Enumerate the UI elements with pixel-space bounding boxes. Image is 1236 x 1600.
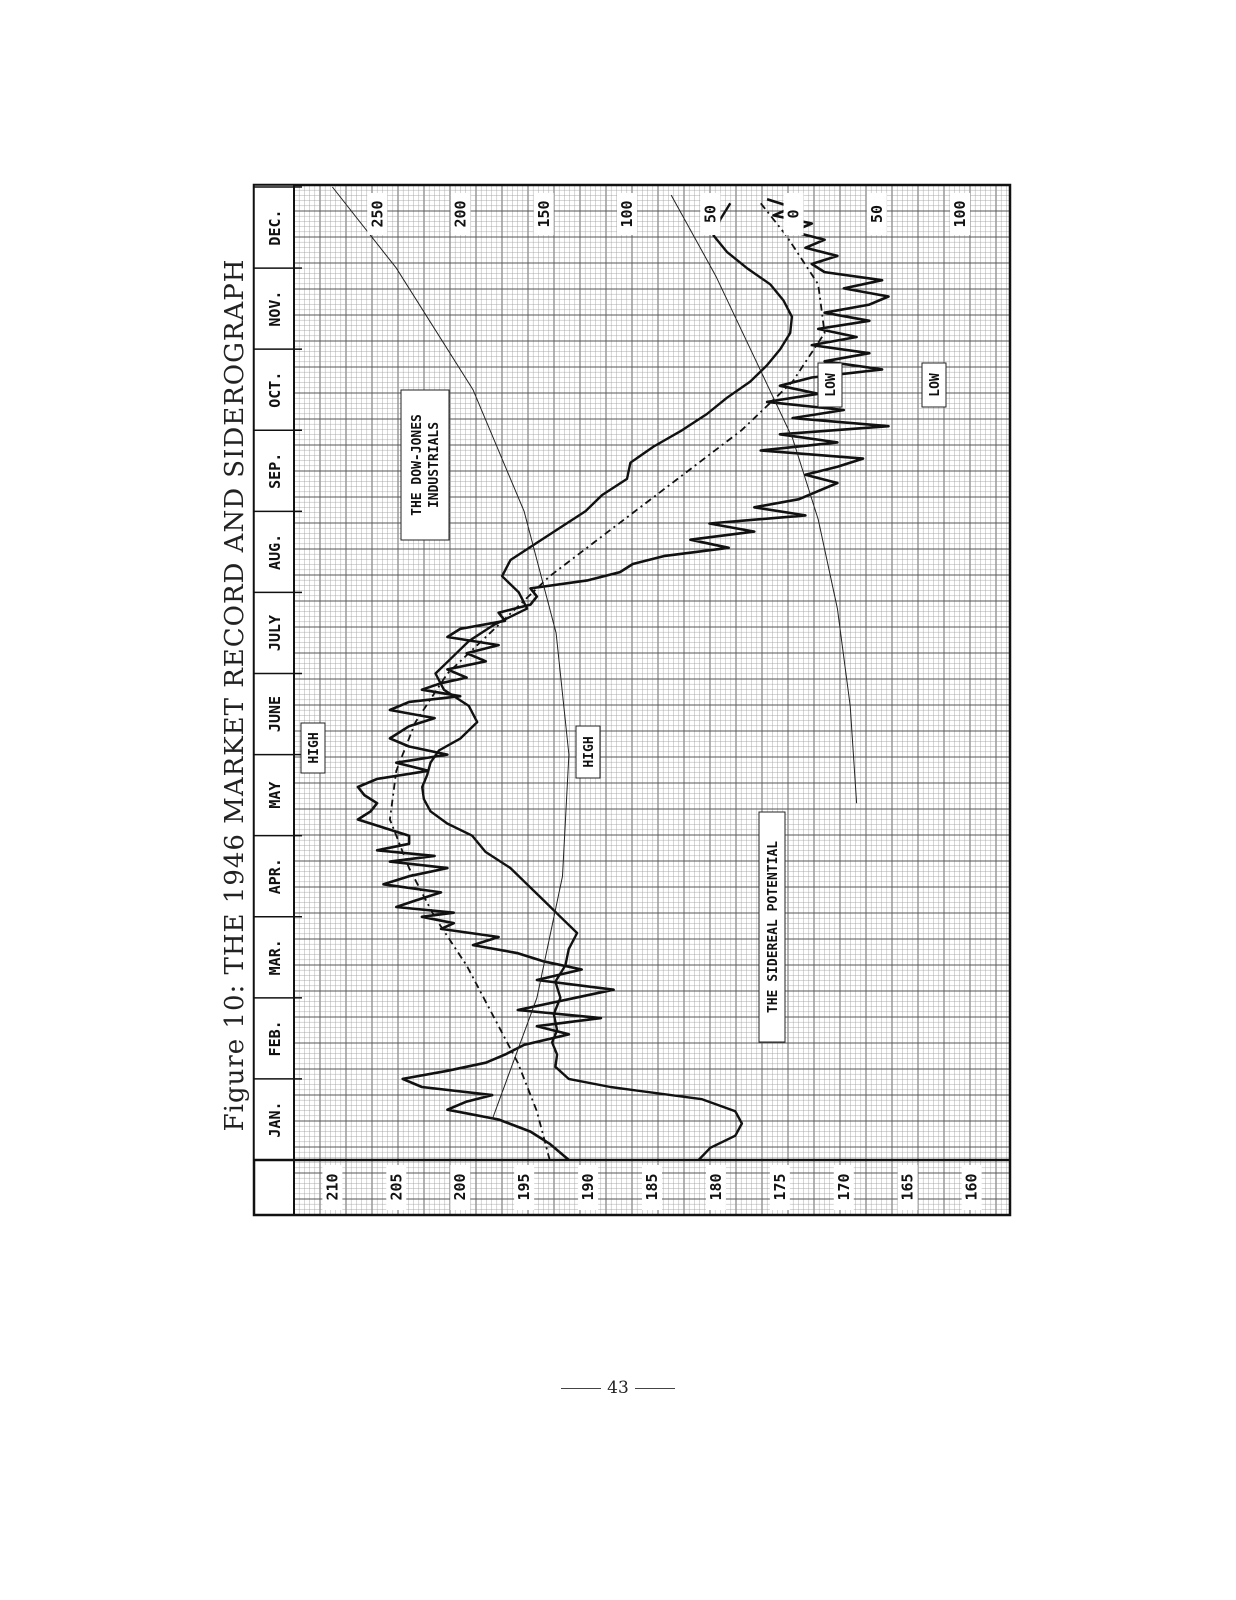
month-label-11: NOV.	[266, 290, 284, 327]
left-tick-label: 190	[579, 1173, 598, 1201]
left-axis-tick-labels	[322, 1165, 981, 1210]
right-tick-label: 100	[951, 200, 969, 228]
left-tick-label: 200	[451, 1173, 470, 1201]
page-number	[0, 1378, 1236, 1398]
month-label-4: APR.	[266, 858, 284, 895]
page-number-text: 43	[607, 1378, 629, 1398]
month-label-12: DEC.	[266, 209, 284, 246]
month-label-5: MAY	[266, 781, 284, 809]
annotation-text: THE SIDEREAL POTENTIAL	[766, 840, 781, 1014]
right-tick-label: 150	[534, 200, 553, 228]
right-tick-label: 200	[451, 200, 470, 228]
annotation-line: THE DOW-JONES	[410, 414, 425, 516]
page-number-rule-left	[561, 1388, 601, 1389]
month-label-2: FEB.	[266, 1020, 284, 1057]
left-tick-label: 195	[515, 1173, 534, 1201]
right-tick-label: 250	[368, 200, 387, 228]
left-tick-label: 165	[898, 1173, 917, 1201]
annotation-text: LOW	[928, 373, 943, 397]
page-number-rule-right	[635, 1388, 675, 1389]
left-tick-label: 185	[643, 1173, 661, 1201]
annotation-text: LOW	[824, 373, 839, 397]
left-tick-label: 170	[834, 1173, 853, 1201]
right-tick-label: 50	[701, 204, 720, 224]
month-label-3: MAR.	[266, 939, 284, 976]
annotation-line: INDUSTRIALS	[427, 421, 442, 509]
right-tick-label: 100	[618, 200, 636, 228]
month-header-column	[254, 185, 294, 1160]
month-label-10: OCT.	[266, 371, 284, 408]
right-axis-tick-labels	[367, 193, 970, 235]
chart-grid	[294, 185, 1010, 1215]
left-tick-label: 210	[323, 1173, 342, 1201]
annotation-text: HIGH	[307, 732, 322, 764]
chart-series-layer	[332, 187, 888, 1160]
month-label-9: SEP.	[266, 452, 284, 489]
month-label-8: AUG.	[266, 533, 284, 570]
series-line-5	[671, 195, 856, 803]
right-tick-label: 0	[784, 209, 803, 219]
left-tick-label: 175	[770, 1173, 789, 1201]
annotation-text: HIGH	[582, 736, 597, 768]
right-tick-label: 50	[867, 204, 886, 224]
month-label-7: JULY	[266, 614, 284, 652]
chart-title: Figure 10: THE 1946 MARKET RECORD AND SIDEROGRAPH	[220, 258, 250, 1132]
left-tick-label: 205	[387, 1173, 406, 1201]
left-tick-label: 160	[962, 1173, 981, 1201]
left-tick-label: 180	[706, 1173, 725, 1201]
month-label-6: JUNE	[266, 695, 284, 733]
month-label-1: JAN.	[266, 1101, 284, 1138]
